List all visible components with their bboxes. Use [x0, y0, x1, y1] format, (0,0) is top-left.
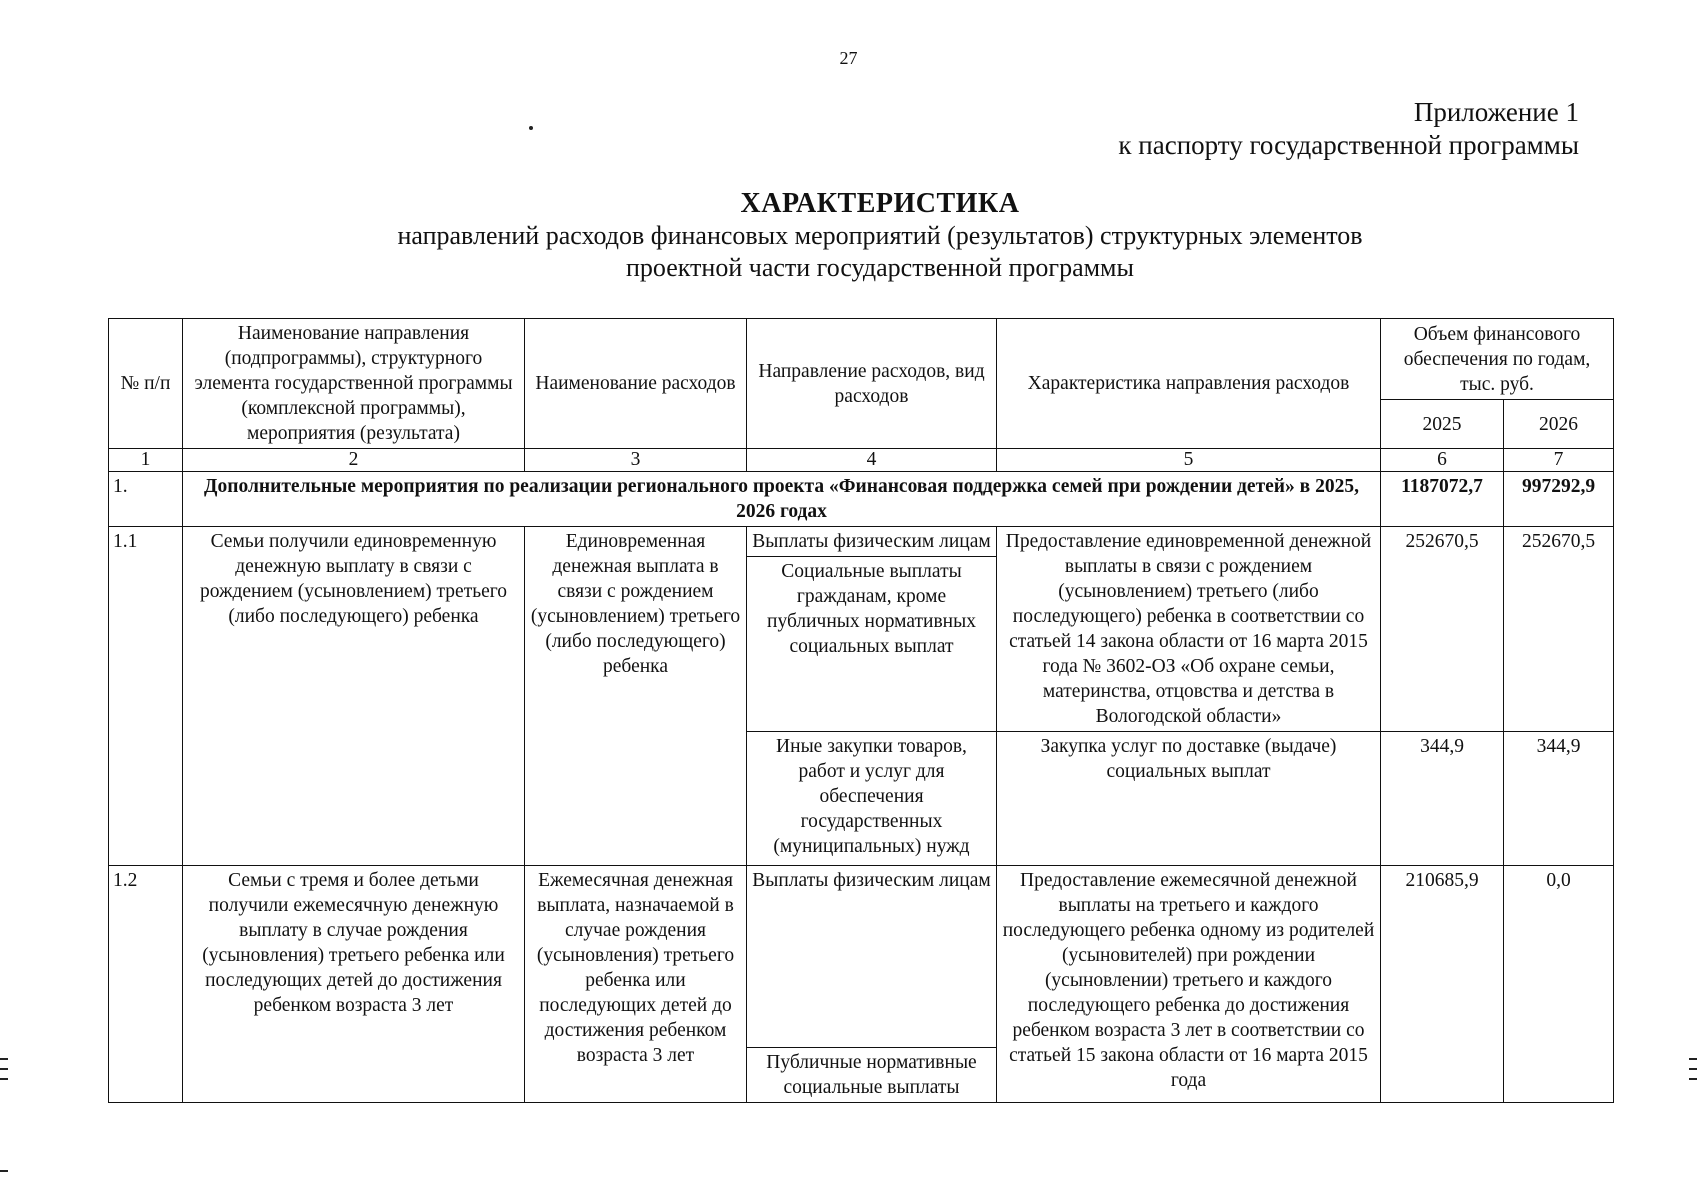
document-subtitle [0, 220, 1697, 284]
scan-edge-mark [0, 1058, 8, 1060]
subtitle-line-2: проектной части государственной программы [626, 253, 1134, 282]
header-num: № п/п [109, 319, 183, 449]
scan-edge-mark [0, 1078, 8, 1080]
section-row [109, 472, 1614, 527]
row-expense-direction [747, 866, 997, 1103]
expense-type-text: Публичные нормативные социальные выплаты [747, 1047, 996, 1102]
appendix-line-2: к паспорту государственной программы [1118, 130, 1579, 160]
page-number: 27 [839, 48, 858, 68]
row-value-2026: 344,9 [1504, 732, 1614, 866]
expense-direction-text: Выплаты физическим лицам [752, 870, 991, 891]
row-expense-direction [747, 527, 997, 732]
table-row [109, 866, 1614, 1103]
scan-edge-mark [0, 1170, 8, 1172]
row-value-2026: 0,0 [1504, 866, 1614, 1103]
row-value-2025: 210685,9 [1381, 866, 1504, 1103]
row-direction-name: Семьи с тремя и более детьми получили ежемесячную денежную выплату в случае рождения (усыновления) третьего ребенка или последующих детей до достижения ребенком возраста 3 лет [183, 866, 525, 1103]
row-num: 1.2 [109, 866, 183, 1103]
row-value-2025: 344,9 [1381, 732, 1504, 866]
header-expense-direction: Направление расходов, вид расходов [747, 319, 997, 449]
row-expense-name: Единовременная денежная выплата в связи с рождением (усыновлением) третьего (либо последующего) ребенка [525, 527, 747, 866]
characteristics-table [108, 318, 1614, 1103]
header-funding: Объем финансового обеспечения по годам, тыс. руб. [1381, 319, 1614, 400]
scan-edge-mark [1689, 1058, 1697, 1060]
section-total-2025: 1187072,7 [1381, 472, 1504, 527]
scan-edge-mark [1689, 1078, 1697, 1080]
row-num: 1.1 [109, 527, 183, 866]
row-value-2026: 252670,5 [1504, 527, 1614, 732]
row-direction-name: Семьи получили единовременную денежную выплату в связи с рождением (усыновлением) третьего (либо последующего) ребенка [183, 527, 525, 866]
header-characteristic: Характеристика направления расходов [997, 319, 1381, 449]
column-number: 1 [109, 449, 183, 472]
column-number: 2 [183, 449, 525, 472]
header-row-1 [109, 319, 1614, 400]
row-characteristic: Предоставление единовременной денежной выплаты в связи с рождением (усыновлением) третьего (либо последующего) ребенка в соответствии со статьей 14 закона области от 16 марта 2015 года № 3602-ОЗ «Об охране семьи, материнства, отцовства и детства в Вологодской области» [997, 527, 1381, 732]
scan-dot [529, 126, 533, 130]
row-value-2025: 252670,5 [1381, 527, 1504, 732]
header-year-2025: 2025 [1381, 400, 1504, 449]
column-number-row [109, 449, 1614, 472]
row-characteristic: Закупка услуг по доставке (выдаче) социальных выплат [997, 732, 1381, 866]
document-title: ХАРАКТЕРИСТИКА [740, 188, 1020, 219]
section-title: Дополнительные мероприятия по реализации регионального проекта «Финансовая поддержка семей при рождении детей» в 2025, 2026 годах [183, 472, 1381, 527]
scan-edge-mark [0, 1068, 8, 1070]
column-number: 6 [1381, 449, 1504, 472]
expense-type-text: Социальные выплаты гражданам, кроме публичных нормативных социальных выплат [767, 561, 976, 657]
table-row [109, 527, 1614, 732]
row-characteristic: Предоставление ежемесячной денежной выплаты на третьего и каждого последующего ребенка одному из родителей (усыновителей) при рождении (усыновлении) третьего и каждого последующего ребенка до достижения ребенком возраста 3 лет в соответствии со статьей 15 закона области от 16 марта 2015 года [997, 866, 1381, 1103]
row-expense-name: Ежемесячная денежная выплата, назначаемой в случае рождения (усыновления) третьего ребенка или последующих детей до достижения ребенком возраста 3 лет [525, 866, 747, 1103]
subtitle-line-1: направлений расходов финансовых мероприятий (результатов) структурных элементов [397, 221, 1363, 250]
expense-direction-text: Выплаты физическим лицам [747, 527, 996, 557]
section-total-2026: 997292,9 [1504, 472, 1614, 527]
column-number: 5 [997, 449, 1381, 472]
header-direction-name: Наименование направления (подпрограммы), структурного элемента государственной программы (комплексной программы), мероприятия (результата) [183, 319, 525, 449]
section-num: 1. [109, 472, 183, 527]
row-expense-direction: Иные закупки товаров, работ и услуг для обеспечения государственных (муниципальных) нужд [747, 732, 997, 866]
appendix-line-1: Приложение 1 [1413, 97, 1579, 127]
column-number: 7 [1504, 449, 1614, 472]
column-number: 3 [525, 449, 747, 472]
appendix-note [1118, 96, 1579, 162]
column-number: 4 [747, 449, 997, 472]
scan-edge-mark [1689, 1068, 1697, 1070]
header-year-2026: 2026 [1504, 400, 1614, 449]
header-expense-name: Наименование расходов [525, 319, 747, 449]
